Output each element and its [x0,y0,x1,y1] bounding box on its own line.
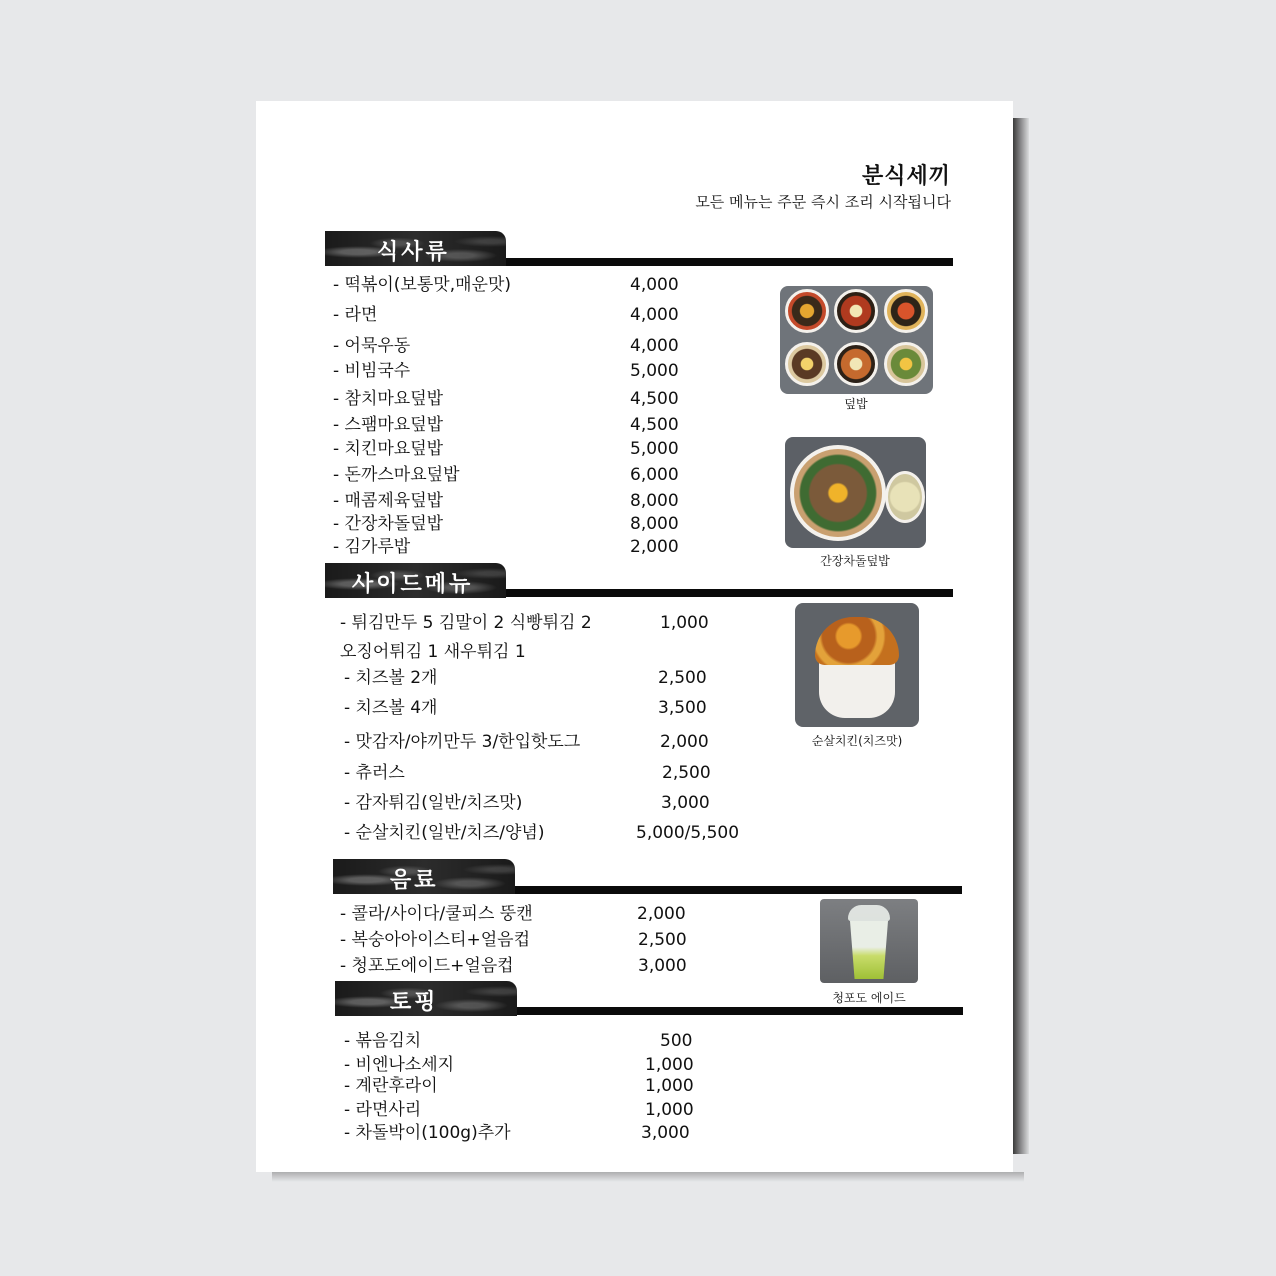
menu-item-name: - 치즈볼 2개 [344,668,438,688]
menu-item-name: - 라면 [333,305,378,325]
menu-item-price: 2,500 [638,930,687,950]
menu-item-name: - 맛감자/야끼만두 3/한입핫도그 [344,732,581,752]
menu-item-name: - 츄러스 [344,763,405,783]
section-title: 사이드메뉴 [352,572,474,597]
menu-item-price: 3,000 [661,793,710,813]
menu-item-price: 4,000 [630,275,679,295]
menu-item-name: - 참치마요덮밥 [333,389,444,409]
menu-item-name: - 어묵우동 [333,336,411,356]
menu-item-name: - 비빔국수 [333,361,411,381]
page-shadow [1013,118,1029,1154]
section-header-toppings [335,981,517,1016]
menu-item-price: 4,000 [630,336,679,356]
shop-notice: 모든 메뉴는 주문 즉시 조리 시작됩니다 [695,193,951,211]
menu-item-price: 2,000 [630,537,679,557]
menu-item-price: 2,000 [660,732,709,752]
bowl [790,445,886,541]
menu-item-price: 8,000 [630,514,679,534]
menu-item-price: 500 [660,1031,693,1051]
menu-item-price: 6,000 [630,465,679,485]
menu-item-name: - 청포도에이드+얼음컵 [340,956,514,976]
menu-item-name: - 간장차돌덮밥 [333,514,444,534]
section-title: 음료 [390,868,439,893]
menu-item-price: 8,000 [630,491,679,511]
section-rule [517,1007,963,1015]
section-header-meals [325,231,506,266]
menu-item-price: 3,500 [658,698,707,718]
menu-item-price: 5,000 [630,439,679,459]
photo-caption: 청포도 에이드 [832,991,906,1005]
menu-item-price: 5,000 [630,361,679,381]
section-title: 식사류 [377,240,450,265]
menu-item-price: 2,500 [658,668,707,688]
menu-item-price: 4,500 [630,415,679,435]
menu-item-name: - 매콤제육덮밥 [333,491,444,511]
menu-item-price: 1,000 [645,1055,694,1075]
chicken [815,617,899,665]
menu-page [256,101,1013,1172]
cup [819,658,895,718]
page-shadow-bottom [272,1172,1024,1182]
menu-item-name: 오징어튀김 1 새우튀김 1 [340,642,526,662]
section-rule [515,886,962,894]
menu-item-name: - 복숭아아이스티+얼음컵 [340,930,531,950]
menu-item-name: - 감자튀김(일반/치즈맛) [344,793,523,813]
bowl [834,289,878,333]
menu-item-price: 1,000 [660,613,709,633]
menu-item-name: - 떡볶이(보통맛,매운맛) [333,275,512,295]
menu-item-price: 4,500 [630,389,679,409]
bowl [834,342,878,386]
menu-item-name: - 튀김만두 5 김말이 2 식빵튀김 2 [340,613,592,633]
menu-item-name: - 순살치킨(일반/치즈/양념) [344,823,545,843]
photo-caption: 덮밥 [844,397,868,411]
menu-item-price: 2,500 [662,763,711,783]
section-header-side [325,563,506,598]
bowl [885,471,925,523]
menu-item-price: 3,000 [638,956,687,976]
menu-item-name: - 콜라/사이다/쿨피스 뚱캔 [340,904,533,924]
ade-photo [820,899,918,983]
chicken-photo [795,603,919,727]
menu-item-price: 3,000 [641,1123,690,1143]
cup-lid [848,905,890,921]
menu-item-name: - 치킨마요덮밥 [333,439,444,459]
shop-name: 분식세끼 [861,164,951,189]
menu-item-name: - 김가루밥 [333,537,411,557]
menu-item-price: 4,000 [630,305,679,325]
photo-caption: 순살치킨(치즈맛) [811,734,903,748]
chadol-bowl-photo [785,437,926,548]
menu-item-price: 5,000/5,500 [636,823,740,843]
menu-item-name: - 비엔나소세지 [344,1055,455,1075]
bowl [785,342,829,386]
menu-item-name: - 스팸마요덮밥 [333,415,444,435]
menu-item-price: 1,000 [645,1076,694,1096]
menu-item-name: - 치즈볼 4개 [344,698,438,718]
menu-item-name: - 라면사리 [344,1100,422,1120]
section-rule [506,589,953,597]
rice-bowls-photo [780,286,933,394]
section-rule [506,258,953,266]
menu-item-name: - 차돌박이(100g)추가 [344,1123,511,1143]
photo-caption: 간장차돌덮밥 [820,554,890,568]
bowl [785,289,829,333]
menu-item-price: 1,000 [645,1100,694,1120]
bowl [884,342,928,386]
menu-item-name: - 돈까스마요덮밥 [333,465,460,485]
cup-body [850,921,888,979]
section-header-drinks [333,859,515,894]
menu-item-price: 2,000 [637,904,686,924]
menu-item-name: - 볶음김치 [344,1031,422,1051]
bowl [884,289,928,333]
menu-item-name: - 계란후라이 [344,1076,438,1096]
section-title: 토핑 [390,990,439,1015]
